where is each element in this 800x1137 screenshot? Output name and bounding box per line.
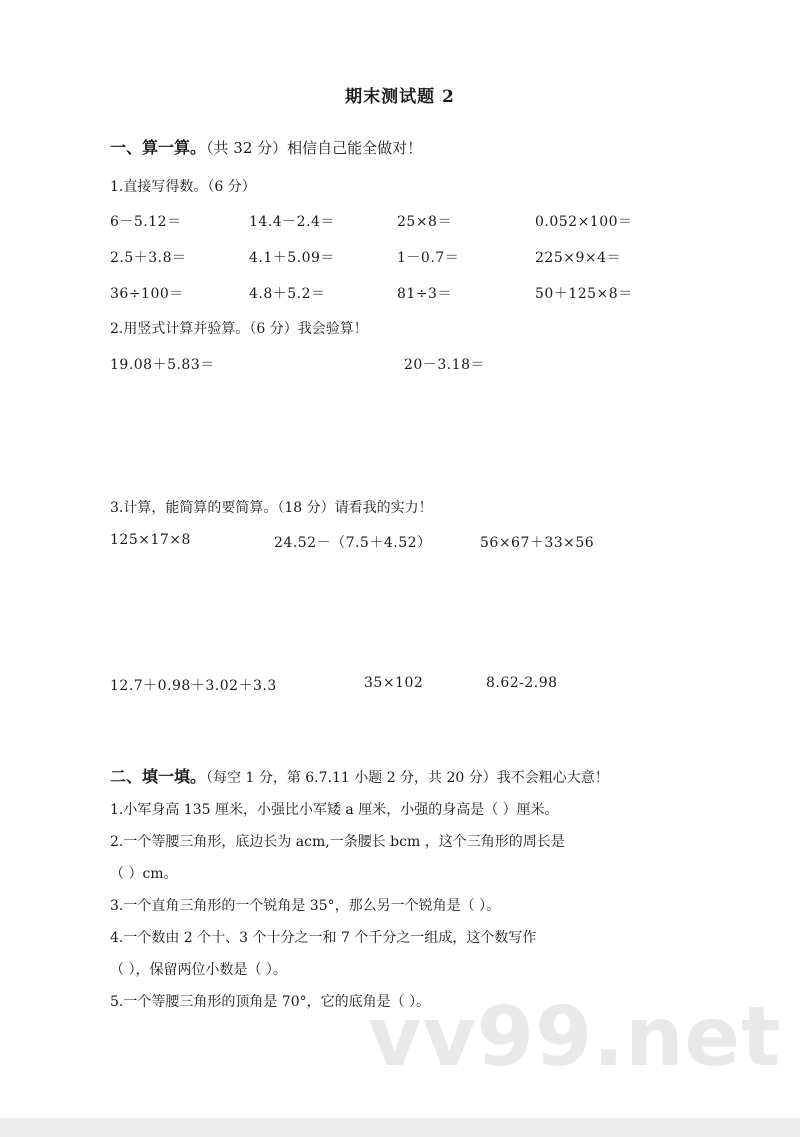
- calc-r1-c1: 6－5.12＝: [110, 214, 182, 230]
- part-3-label: 3.计算，能简算的要简算。（18 分）请看我的实力！: [110, 500, 433, 516]
- calc-r1-c4: 0.052×100＝: [535, 214, 633, 230]
- simplify-r1-c3: 56×67＋33×56: [480, 535, 595, 551]
- section-1-note: （共 32 分）相信自己能全做对！: [206, 139, 423, 157]
- simplify-r1-c2: 24.52－（7.5＋4.52）: [274, 535, 432, 551]
- vertical-calc-2: 20－3.18＝: [404, 357, 485, 373]
- fill-question-4-line-1: 4.一个数由 2 个十、3 个十分之一和 7 个千分之一组成，这个数写作: [110, 930, 537, 946]
- fill-question-3: 3.一个直角三角形的一个锐角是 35°，那么另一个锐角是（ ）。: [110, 898, 501, 914]
- fill-question-4-line-2: （ ），保留两位小数是（ ）。: [110, 962, 287, 978]
- simplify-r2-c3: 8.62-2.98: [486, 675, 558, 691]
- fill-question-2-line-1: 2.一个等腰三角形，底边长为 acm,一条腰长 bcm ，这个三角形的周长是: [110, 834, 565, 850]
- section-2-heading: 二、填一填。: [110, 767, 207, 786]
- page-bottom-edge: [0, 1118, 800, 1137]
- calc-r2-c4: 225×9×4＝: [535, 250, 621, 266]
- simplify-r2-c2: 35×102: [364, 675, 424, 691]
- calc-r2-c2: 4.1＋5.09＝: [249, 250, 335, 266]
- calc-r3-c3: 81÷3＝: [397, 286, 452, 302]
- calc-r1-c2: 14.4－2.4＝: [249, 214, 335, 230]
- vertical-calc-1: 19.08＋5.83＝: [110, 357, 215, 373]
- fill-question-2-line-2: （ ）cm。: [110, 866, 178, 882]
- part-2-label: 2.用竖式计算并验算。（6 分）我会验算！: [110, 321, 368, 337]
- watermark: vv99.net: [368, 990, 782, 1085]
- calc-r2-c3: 1－0.7＝: [397, 250, 460, 266]
- page-title: 期末测试题 2: [345, 87, 455, 107]
- calc-r2-c1: 2.5＋3.8＝: [110, 250, 187, 266]
- calc-r3-c2: 4.8＋5.2＝: [249, 286, 326, 302]
- part-1-label: 1.直接写得数。（6 分）: [110, 179, 256, 195]
- section-2-note: （每空 1 分，第 6.7.11 小题 2 分，共 20 分）我不会粗心大意！: [206, 770, 609, 786]
- simplify-r1-c1: 125×17×8: [110, 532, 191, 548]
- simplify-r2-c1: 12.7＋0.98＋3.02＋3.3: [110, 678, 277, 694]
- calc-r3-c1: 36÷100＝: [110, 286, 184, 302]
- section-2-heading-line: [110, 764, 609, 787]
- section-1-heading: 一、算一算。: [110, 138, 207, 157]
- section-1-heading-line: [110, 135, 422, 158]
- fill-question-5: 5.一个等腰三角形的顶角是 70°，它的底角是（ ）。: [110, 994, 431, 1010]
- calc-r1-c3: 25×8＝: [397, 214, 452, 230]
- calc-r3-c4: 50＋125×8＝: [535, 286, 633, 302]
- fill-question-1: 1.小军身高 135 厘米，小强比小军矮 a 厘米，小强的身高是（ ）厘米。: [110, 802, 559, 818]
